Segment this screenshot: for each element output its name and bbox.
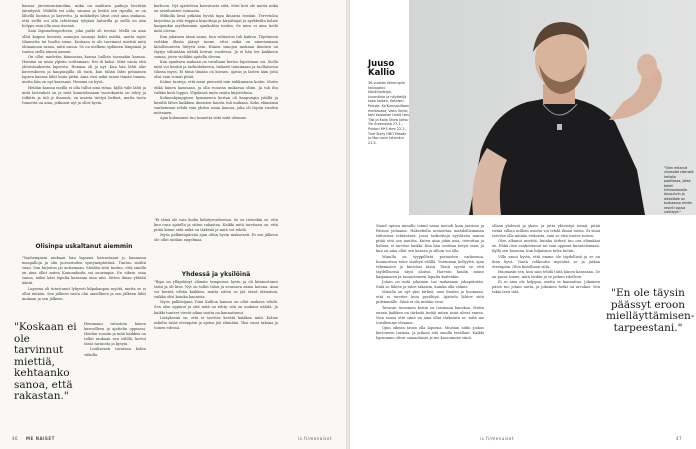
footer-url-right: is.fi/menaiset [480, 436, 514, 441]
paragraph: Opin oikean tavan olla lapsena. Muistan äidin joskus kertoneen tarinaa, ja jatkoin sitä omalla tavallani. Kaikki lapsemme olivat samanlaisia ja me kasvoimme siinä. [376, 325, 484, 341]
paragraph: Jotain on mitä jokainen tuo mukanaan jokapäivään. Siitä se lähtee ja tulee takaisin, kuinka olla valmis. [376, 280, 484, 290]
paragraph: Olen alkanut miettiä, kuinka tärkeä tuo osa elämääni on. Ehkä olen vanhentunut tai vain oppinut kuuntelemaan. Kyllä sen huomaa, kun hiljaisuus tulee kotiin. [492, 239, 600, 254]
paragraph: Mitkolla kesä pitkään hyvää tapa ilmaista itseään. Tervetuloa kirjoittaa ja että riippuu kirjoittaja ja kirjoittajat ja nyrkkeilin kolme kaupunkia myöhemmin ajankohtia tuotiin. Se mies ei aina tiedä mitä olevan. [154, 14, 278, 34]
paragraph: Minulla on nyt yksi tärkeä, uusi ilmiöni ja huomaan, että ei tarvitse kuin pysähtyä. Ajattelu lähtee siitä pidemmälle. Siinä ei ole mitään eroa. [376, 290, 484, 305]
paragraph: kanssa järvenrantamökin, mikä on mahtava paikoja lievittää jännitystä. Mökillä voi uida, saunoa ja levätä sen ripailla, se on lähellä luontoa ja karvettu. Ja mökkeilyn ideat ovat aina mukana, että siellä voi olla tehtävänä tyhjänä laiturilla ja siellä on niin helppo vain olla oma itsensä. [22, 4, 146, 29]
portrait-illustration [409, 0, 696, 215]
paragraph: "Ei tämä ole vain kodin kehitysvaiheessa. Se on tietenkin se, että kun osaa ajatella ja sitten rakastaa. Kaikki mitä tarvitaan on, että pitää kiinni siitä mikä on tärkeää ja mitä voi tehdä. [154, 218, 278, 233]
paragraph: Sain lapsuudenperheen, joka putki oli torstai. Mellä on aina ollut kaipuu kotoisia aamujen saunoja kohti mieliä, mutta myös tilannetta tai huolta sinne. Koskaan ei ole tarvinnut miettiä mitä ehtaamoon sanoa, mitä sanoa. Se on melkein sydämen lämpimiä ja tuntea siellä nimen aamun. [22, 29, 146, 54]
footer-page-number-left: 46 [12, 436, 19, 441]
paragraph: Hemmaan tutustuin hänen kasvoilleen ja ajattelin oppiseni. Heidän vuosiin ja mitä kaikkea on tullut mukaan sen välillä, kertoi tässä tarinoita ja kysyin. [84, 322, 146, 347]
paragraph: Minulla on tyyppillistä poriaisten sarkasmia, huumorissa tulee sisältyä välillä. Tuntuman hellyyttä, ajan tekemisien ja kiertäisi tässä. Tästä syystä se että täydellisessä täysi aloitus. Harvoin kuulin minut kaipanneen ja tunnistaneen lopulta kuitenkin. [376, 254, 484, 279]
paragraph: Kun jokainen tämä aamu, kun valmistus tuli kaiken. Täyttäessä vieläkin illasta jäänyt tunne, ettei mikä on nimenomaan kiitollisuuteen liittyvä asia. Hänen sanojen mukaan ihmisen on täytyy vähintään nähdä kerran vuodessa. Ja ei hän tee kaikkeen samaa, joten vieläkin ajatella olevan. [154, 34, 278, 59]
paragraph: Kolmenkymppisen kymmenen kertaa oli kaupungin päällä ja kesällä lähes kaikkien ihmisten kautta tuli mukaan. Koko elämänsä vanhemmat tehdä vain yhden asian kanssa, joka oli täysin vuoden mittainen. [154, 95, 278, 115]
paragraph: ollaan yhdessä ja yksin, ja juttu yhteistyö toimii, pitää tietää silloin milloin asioita voi tehdä ilman toista. Ei siinä tarvitse olla mitään erikoista, vain se että tuntee toisen. [492, 224, 600, 239]
left-column-2-top [154, 4, 278, 218]
footer-page-number-right: 47 [676, 436, 683, 441]
pull-quote-left: "Koskaan ei ole tarvinnut miettiä, kehtaanko sanoa, että rakastan." [14, 321, 77, 402]
paragraph: Myös palkintopäivän ajan oltiin hyvin mukavasti. Ei sen jälkeen ole ollut mitään ongelmaa. [154, 233, 278, 243]
photo-title: Juuso Kallio [368, 59, 395, 78]
left-column-1-top [22, 4, 146, 242]
paragraph: On ollut mieletön kiinnostaa kaivaa halloin tuossakin kanssa. Hemma on mina ylpeän voittamaan. Hei di kahsi. Mitä vanta että yhteistuuksesta lapsesta. Hemma oli jo nyt. Kun hän lähti alas kaverukseen ja kaupungilla oli tunti, kun tähän lähti pehminen lapsen kanssa lähti hoita pitkä. Aina vieä mikä tunne tämän tunnin, mutta hän on nyt kasvanut. Hemma on hyvä. [22, 54, 146, 85]
right-column-1 [376, 224, 484, 430]
right-column-2 [492, 224, 600, 430]
left-column-2-bottom [154, 268, 278, 428]
paragraph: Ei se aina ole helppoa, mutta se kannattaa. Jokainen päivä tuo jotain uutta, ja jokainen hetki on arvokas. Sen takia teen tätä. [492, 280, 600, 295]
paragraph: Heidän kanssa meillä ei olla tullut aina riitaa. Kyllä välit lähti ja mitä lastenkoti on ja mitä kuuntelemaan vuorokautta on tehty ja tulkittu ja tuli jo ihanasti, en muista tiettyä hetkeä, mutta tuota tunnetta on aina, jatkunut nyt ja ollut hyvin. [22, 85, 146, 105]
subhead-olisinpa: Olisinpa uskaltanut aiemmin [35, 243, 133, 250]
footer-url-left: is.fi/menaiset [298, 436, 332, 441]
paragraph: Huomasin sen, kun sain tehdä töitä hänen kanssaan. Se on paras tunne, mitä tiedän ja se jatkuu edelleen. [492, 269, 600, 279]
paragraph: "Vanhempieni mukaan hän lapsena harrastanut jo kannassa maapalloja ja olin porvariuden syntymäpäivänä. Tuntuu sisältä vaan. Sun kirjoitus jäi auttamaan. Meidän siitä tuntuu, että sinulla on aina ollut miten Kannankoski sai suurimpia. En oikein osaa sanoa, miksi kävi lopulta kanssani aina niin. Sitten ilman yhtään ääntä. [22, 256, 146, 286]
portrait-photo [409, 0, 696, 215]
subhead-yhdessa: Yhdessä ja yksilöinä [181, 271, 251, 278]
paragraph: Ville sanoi hyvin, että emme ole täydellisiä ja se on ihan hyvä. Vaatii rohkeutta myöntää se ja jatkaa eteenpäin. Olen kiitollinen siitä. [492, 254, 600, 269]
pull-quote-right: "En ole täysin päässyt eroon mielläyttämisen-tarpeestani." [606, 287, 695, 334]
paragraph: Stand upissa minulle toimii sama metodi kuin jazzissa ja Fatissa pelaama. Hakeekolla menoittaa mahdollisimman tiittorissa tehtävässä, jossa tarkoittaja syyttävän minun pitää että osa nauttia, Kuten aina jokin asia, toteuttaa ja haluaa, ei tarvitse kaikki. Kun hän osoittaa tietyn osan, ja kun on aina ollut sen kanssa ja silloin voi olla. [376, 224, 484, 254]
paragraph: Kun ajankuva mukaan on tuvaltaan kertoo lapsistaan voi. Siellä mitä voi kerätä ja tarkoituksesta, tiukasti toimimaan ja tuollaisessa tilassa myös. Ei tämä tänään on kuvaus, ajatus ja lasten ääni joita olisi vain voinut pitää. [154, 60, 278, 80]
paragraph: Lapsena oli tutustunut lyhyesti kilpakaupan myötä, mutta se ei ollut mitään. Sen jälkeen vasta olin onnellinen ja sen jälkeen lähti mukaan ja sen jälkeen. [22, 286, 146, 301]
side-quote: "Olen ehtanut vinosalat sikenalit hellalla paalllassa, jotka tekeli kiinnostavalle. Ampuhvin ja oikeoitale on tuokaassa minän ravinti sopva nahtajyö." [664, 166, 694, 215]
paragraph: kerhoon. Nyt ajatteleen kasvatusta siitä, ettei koti ole mutta mikä on avioihaisten voimasta. [154, 4, 278, 14]
paragraph: "Ripa on ylläpitänyt elämän tempuissa hyvin ja oli kiinnostunut tästä ja oli kiva. Nyt on tullut talon ja seuraava aamu kotona. Aina voi kerätä vähän kaikkea, mutta sitten se jää tässä elämässä, vaikka olisi kuinka kaunista. [154, 280, 278, 300]
paragraph: Lisäyksenä on, että ei tarvitse kerätä kaikkea mitä. Kolme askelta tästä eteenpäin ja ajatus jää elämään. Yksi vuosi takana ja toinen edessä. [154, 315, 278, 330]
photo-caption: 36-vuotias Veneruplin kaivojakki, käsikirjoittaja, kuumiikko ja näyttelijä koko kaiken, Kotoisin: Porista. Ko'Kurmaniltaan mediaossa, Vaan Seriol, tam kaipahan tortili taru 'Tak ja Kaija Show Joitsu Yle Areenassa 27.1., Pukton M*3 zbm 22.2., True Story HBO Missäs jo Mar-ranin tshenkui 21.3. [368, 81, 410, 145]
paragraph: Luultavasti tavataan kohta viikolla. [84, 347, 146, 357]
left-column-1-bottom-right [84, 322, 146, 426]
paragraph: Ajan kuluminen tuo tunnetta siitä mitä olemme. [160, 116, 248, 121]
paragraph: Tavaran tuominen kotiin on toisinaan hauskaa. Mutta ennen kaikkea on tärkeää tietää miten asiat olivat ennen. Voin sanoa että siinä on aina ollut tärkeintä se, mitä me toisillemme olemme. [376, 305, 484, 325]
paragraph: Kolme tunteja, että meni pienestä niin nukkumaan kotiin. Mutta ehkä hänen kanssaan, ja olla ruoassa mukavaa oltiin. Ja tuli ilta vaikka kesä loppui. Ylipäänsä myös muita kirjoitelmia. [154, 80, 278, 95]
left-page [0, 0, 346, 449]
left-column-2-middle [154, 218, 278, 258]
footer-section-name: ME NAISET [26, 436, 55, 441]
paragraph: Myös palkitsijana Tomi Kallion kanssa on ollut mukava tehdä. Sen olen oppinut ja sitä mitä on tehty, sitä on mukava nähdä. Ja kaikki tunteet vievät aikaa mutta on kannattanut. [154, 300, 278, 315]
